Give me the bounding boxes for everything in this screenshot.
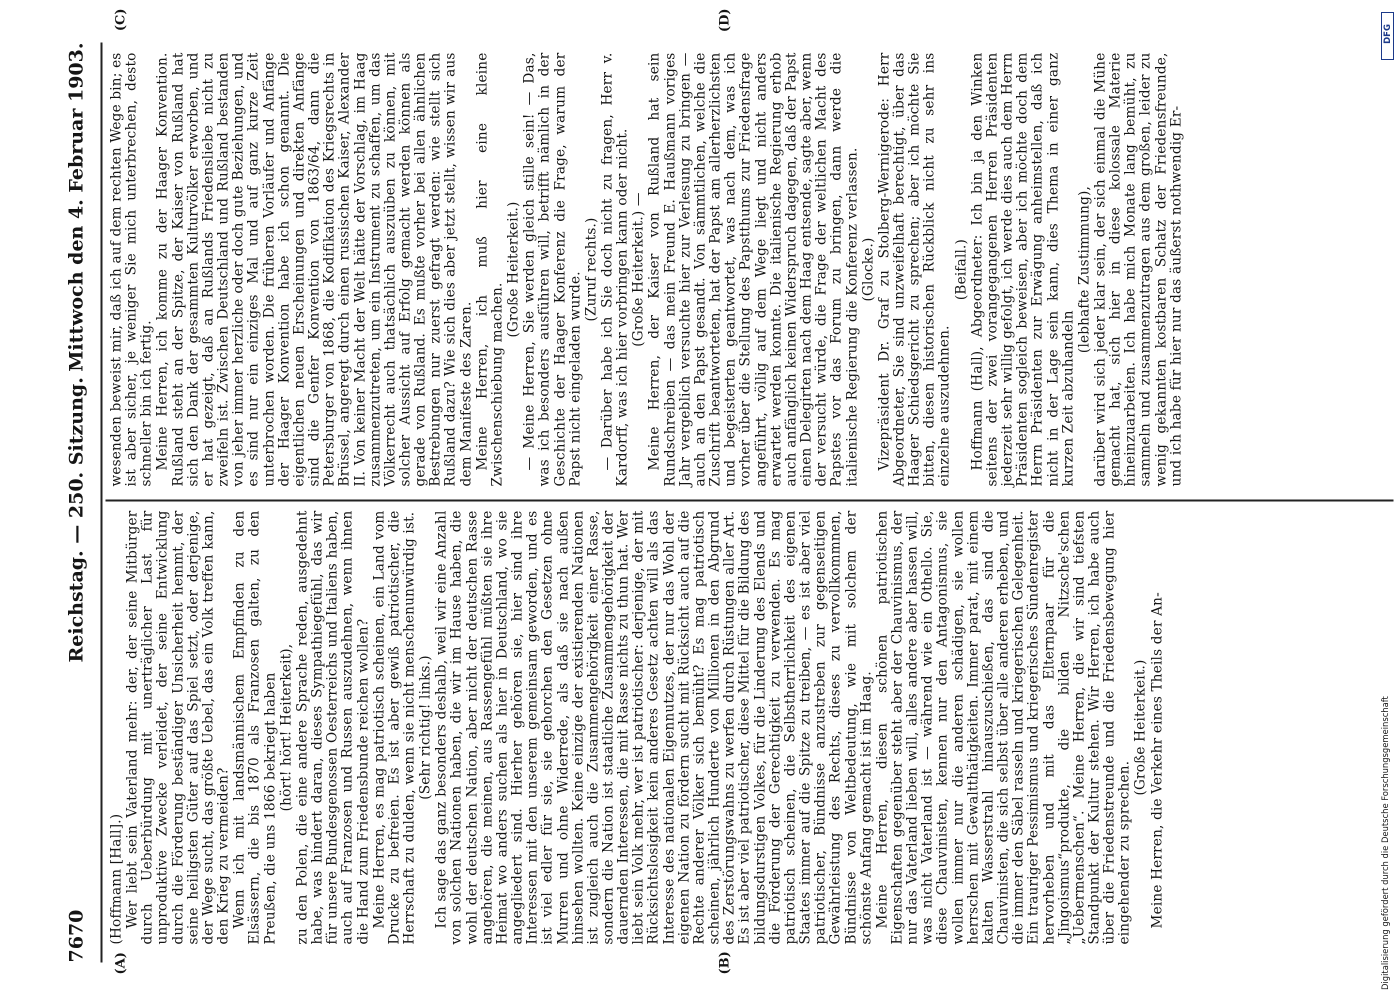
paragraph: darüber wird sich jeder klar sein, der sich einmal die Mühe gemacht hat, sich hier in diese kolossale Materie hineinzuarbeiten. Ich habe mich Monate lang bemüht, zu sammeln und zusammenzutragen aus dem großen, leider zu wenig gekannten kostbaren Schatz der Friedensfreunde, und ich habe für hier nur das äußerst nothwendig Er- [1092, 52, 1185, 487]
page-header [66, 43, 100, 963]
dfg-logo-text: DFG [1383, 24, 1393, 44]
paragraph: (Hoffmann [Hall].) [108, 813, 125, 945]
paragraph: Meine Herren, die Verkehr eines Theils der An- [1149, 592, 1166, 929]
paragraph: Meine Herren, ich komme zu der Haager Konvention. Rußland steht an der Spitze, der Kaiser von Rußland hat sich den Dank der gesammten Kulturvölker erworben, und er hat gezeigt, daß an Rußlands Friedensliebe nicht zu zweifeln ist. Zwischen Deutschland und Rußland bestanden von jeher immer herzliche oder doch gute Beziehungen, und es sind nur ein einziges Mal und auf ganz kurze Zeit unterbrochen worden. Die früheren Vorläufer und Anfänge der Haager Konvention habe ich schon genannt. Die eigentlichen neuen Erscheinungen und direkten Anfänge sind die Genfer Konvention von 1863/64, dann die Petersburger von 1868, die Kodifikation des Kriegsrechts in Brüssel, angeregt durch einen russischen Kaiser, Alexander II. Von keiner Macht der Welt hätte der Vorschlag, im Haag zusammenzutreten, um ein Instrument zu schaffen, um das Völkerrecht auch thatsächlich auszuüben zu können, mit solcher Aussicht auf Erfolg gemacht werden können als gerade von Rußland. Es mußte vorher bei allen ähnlichen Bestrebungen nur zuerst gefragt werden: wie stellt sich Rußland dazu? Wie sich dies aber jetzt stellt, wissen wir aus dem Manifeste des Zaren. [154, 52, 475, 487]
paragraph: wesenden beweist mir, daß ich auf dem rechten Wege bin; es ist aber sicher, je weniger Sie mich unterbrechen, desto schneller bin ich fertig. [108, 52, 155, 487]
paragraph: Meine Herren, es mag patriotisch scheinen, ein Land vom Drucke zu befreien. Es ist aber gewiß patriotischer, die Herrschaft zu dulden, wenn sie nicht menschenunwürdig ist. [371, 510, 418, 945]
interjection: (Große Heiterkeit.) [1132, 659, 1149, 796]
interjection: (Große Heiterkeit.) — [630, 192, 647, 347]
interjection: (Glocke.) [860, 237, 877, 302]
paragraph: Wenn ich mit landsmännischem Empfinden zu den Elsässern, die bis 1870 als Franzosen galten, zu den Preußen, die uns 1866 bekriegt haben [231, 510, 279, 945]
interjection: (Zuruf rechts.) [583, 217, 600, 322]
document-page [0, 1, 1397, 1001]
interjection: (Große Heiterkeit.) [505, 201, 522, 338]
paragraph: Vizepräsident Dr. Graf zu Stolberg-Wernigerode: Herr Abgeordneter, Sie sind unzweifelhaft berechtigt, über das Haager Schiedsgericht zu sprechen; aber ich möchte Sie bitten, diesen historischen Rückblick nicht zu sehr ins einzelne auszudehnen. [876, 52, 953, 487]
paragraph: zu den Polen, die eine andere Sprache reden, ausgedehnt habe, was hindert daran, dieses Sympathiegefühl, das wir für unsere Bundesgenossen Oesterreichs und Italiens haben, auch auf Franzosen und Russen auszudehnen, wenn ihnen die Hand zum Friedensbunde reichen wollen? [294, 510, 371, 945]
digitization-credit: Digitalisierung gefördert durch die Deutsche Forschungsgemeinschaft [1380, 696, 1390, 990]
rotated-page [0, 1, 1397, 1001]
interjection: (lebhafte Zustimmung), [1076, 185, 1093, 354]
dfg-logo [1381, 12, 1394, 60]
left-text-column [110, 511, 1167, 945]
session-title: Reichstag. — 250. Sitzung. [65, 377, 88, 663]
interjection: (Sehr richtig! links.) [417, 655, 434, 800]
paragraph: Ich sage das ganz besonders deshalb, weil wir eine Anzahl von solchen Nationen haben, die wir im Hause haben, die wohl der deutschen Nation, aber nicht der deutschen Rasse angehören, die meinen, aus Rassengefühl müßten sie ihre Heimat wo anders suchen als hier in Deutschland, wo sie angegliedert sind. Hierher gehören sie, hier sind ihre Interessen mit den unserem gemeinsam geworden, und es ist viel edler für sie, sie gehorchen den Gesetzen ohne Murren und ohne Widerrede, als daß sie nach außen hinsehen wollten. Keine einzige der existierenden Nationen ist zugleich auch die Zusammengehörigkeit einer Rasse, sondern die Nation ist staatliche Zusammengehörigkeit der dauernden Interessen, die mit Rasse nichts zu thun hat. Wer liebt sein Volk mehr, wer ist patriotischer: derjenige, der mit Rücksichtslosigkeit kein anderes Gesetz achten will als das Interesse des nationalen Eigennutzes, der nur das Wohl der eigenen Nation zu fördern sucht mit Rücksicht auch auf die Rechte anderer Völker sich bemüht? Es mag patriotisch scheinen, jährlich Hunderte von Millionen in den Abgrund des Zerstörungswahns zu werfen durch Rüstungen aller Art. Es ist aber viel patriotischer, diese Mittel für die Bildung des bildungsdurstigen Volkes, für die Linderung des Elends und die Förderung der Gerechtigkeit zu verwenden. Es mag patriotisch scheinen, die Selbstherrlichkeit des eigenen Staates immer auf die Spitze zu treiben, — es ist aber viel patriotischer, Bündnisse anzustreben zur gegenseitigen Gewährleistung des Rechts, dieses zu vervollkommnen, Bündnisse von Weltbedeutung, wie mit solchem der schönste Anfang gemacht ist im Haag. [433, 510, 875, 945]
interjection: (Beifall.) [953, 238, 970, 301]
paragraph: — Darüber habe ich Sie doch nicht zu fragen, Herr v. Kardorff, was ich hier vorbringen kann oder nicht. [599, 52, 631, 487]
margin-marker-d: (D) [717, 8, 733, 33]
right-text-column [110, 53, 1186, 487]
page-number: 7670 [65, 909, 88, 963]
paragraph: Meine Herren, diesen schönen patriotischen Eigenschaften gegenüber steht aber der Chauvinismus, der nur das Vaterland lieben will, alles andere aber hassen will, was nicht Vaterland ist — während wie ein Othello. Sie, diese Chauvinisten, kennen nur den Antagonismus, sie wollen immer nur die anderen schädigen, sie wollen herrschen mit Gewaltthätigkeiten. Immer parat, mit einem kalten Wasserstrahl hinauszuschießen, das sind die Chauvinisten, die sich selbst über alle anderen erheben, und die immer den Säbel rasseln und kriegerischen Gelegenheit. Ein trauriger Pessimismus und kriegerisches Sündenregister hervorheben und mit das Elternpaar für die „Jingoismus“produkte, die bilden Nitzsche'schen „Uebermenschen“. Meine Herren, die wir sind tiefsten Standpunkt der Kultur stehen. Wir Herren, ich habe auch über die Friedenstreunde und die Friedensbewegung hier eingehender zu sprechen. [874, 510, 1133, 945]
paragraph: Hoffmann (Hall), Abgeordneter: Ich bin ja den Winken seitens der zwei vorangegangenen Herren Präsidenten jederzeit sehr willig gefolgt, ich werde dies auch dem Herrn Präsidenten sogleich beweisen, aber ich möchte doch dem Herrn Präsidenten zur Erwägung anheimstellen, daß ich nicht in der Lage sein kann, dies Thema in einer ganz kurzen Zeit abzuhandeln [969, 52, 1077, 487]
session-date: Mittwoch den 4. Februar 1903. [65, 42, 88, 372]
paragraph: Meine Herren, ich muß hier eine kleine Zwischenschiebung machen. [474, 52, 506, 487]
column-divider [106, 500, 1394, 502]
paragraph: Wer liebt sein Vaterland mehr: der, der seine Mitbürger durch Ueberbürdung mit unerträglicher Last für unproduktive Zwecke verleidet, der seine Entwicklung durch die Förderung beständiger Unsicherheit hemmt, der seine heiligsten Güter auf das Spiel setzt, oder derjenige, der Wege sucht, das größte Uebel, das ein Volk treffen kann, den Krieg zu vermeiden? [124, 510, 232, 945]
margin-marker-a: (A) [113, 952, 129, 975]
paragraph: Meine Herren, der Kaiser von Rußland hat sein Rundschreiben — das mein Freund E. Haußmann voriges Jahr vergeblich versuchte hier zur Verlesung zu bringen — auch an den Papst gesandt. Von sämmtlichen, welche die Zuschrift beantworteten, hat der Papst am allerherzlichsten und begeisterten geantwortet, was nach dem, was ich vorher über die Stellung des Papstthums zur Friedensfrage angeführt, völlig auf dem Wege liegt und nicht anders erwartet werden konnte. Die italienische Regierung erhob auch anfänglich keinen Widerspruch dagegen, daß der Papst einen Delegirten nach dem Haag entsende, sagte aber, wenn der versucht würde, die Frage der weltlichen Macht des Papstes vor das Forum zu bringen, dann werde die italienische Regierung die Konferenz verlassen. [646, 52, 860, 487]
margin-marker-c: (C) [113, 8, 129, 32]
margin-marker-b: (B) [717, 951, 733, 975]
header-rule [101, 43, 103, 963]
paragraph: — Meine Herren, Sie werden gleich stille sein! — Das, was ich besonders ausführen will, betrifft nämlich in der Geschichte der Haager Konferenz die Frage, warum der Papst nicht eingeladen wurde. [521, 52, 584, 487]
interjection: (hört! hört! Heiterkeit), [278, 643, 295, 812]
